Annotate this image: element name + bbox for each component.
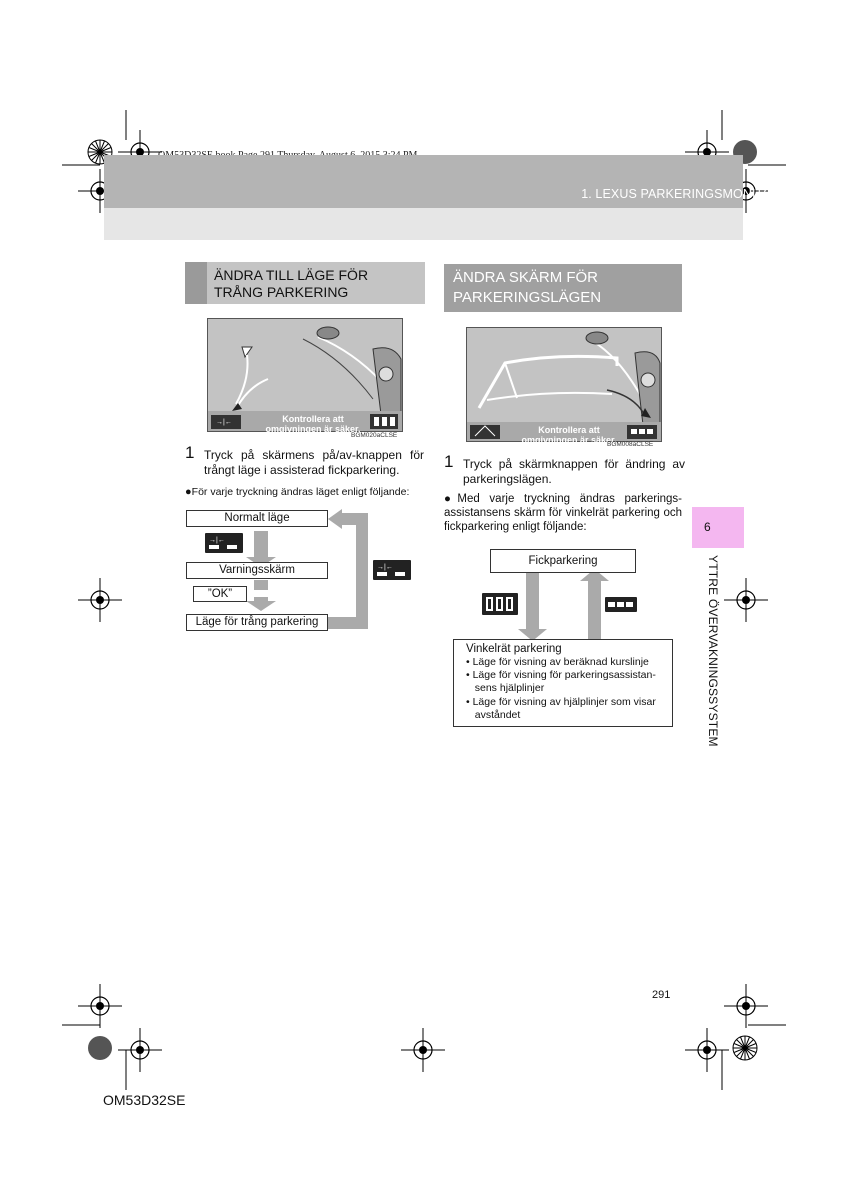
flow-normal-mode: Normalt läge — [186, 510, 328, 527]
flow-warning-screen: Varningsskärm — [186, 562, 328, 579]
left-heading-line1: ÄNDRA TILL LÄGE FÖR — [214, 267, 369, 283]
perpendicular-item-4: avståndet — [466, 709, 521, 721]
svg-text:→|←: →|← — [209, 537, 225, 544]
perpendicular-item-3: • Läge för visning av hjälplinjer som visar — [466, 696, 656, 708]
left-screen-message: Kontrollera att omgivningen är säker. — [265, 414, 361, 434]
narrow-parking-switch-icon-2 — [373, 560, 411, 580]
header-subband — [104, 208, 743, 240]
flow-perpendicular-parking — [453, 639, 673, 727]
left-image-code: BGM020aCLSE — [351, 432, 398, 439]
model-code: OM53D32SE — [103, 1092, 186, 1108]
right-screen-message: Kontrollera att omgivningen är säker. — [521, 425, 617, 445]
perpendicular-item-2: sens hjälplinjer — [466, 682, 545, 694]
perpendicular-item-0: • Läge för visning av beräknad kurslinje — [466, 656, 649, 668]
left-bullet-text: För varje tryckning ändras läget enligt följande: — [191, 486, 410, 498]
pocket-switch-icon — [605, 597, 637, 612]
flow-pocket-parking: Fickparkering — [490, 549, 636, 573]
right-heading-line1: ÄNDRA SKÄRM FÖR — [453, 269, 599, 286]
chapter-title: 1. LEXUS PARKERINGSMONITOR — [581, 187, 782, 201]
right-section-heading — [444, 264, 682, 312]
right-step-text: Tryck på skärmknappen för ändring av parkeringslägen. — [463, 457, 685, 486]
flow-narrow-mode: Läge för trång parkering — [186, 614, 328, 631]
svg-text:→|←: →|← — [216, 419, 232, 426]
narrow-parking-switch-icon — [205, 533, 243, 553]
right-step-1 — [444, 452, 685, 489]
right-image-code: BGM008aCLSE — [607, 441, 654, 448]
left-heading-line2: TRÅNG PARKERING — [214, 284, 349, 300]
svg-text:→|←: →|← — [377, 564, 393, 571]
right-step-number: 1 — [444, 452, 454, 471]
perpendicular-title: Vinkelrät parkering — [466, 643, 562, 655]
chapter-tab-number: 6 — [704, 520, 711, 534]
left-step-1 — [185, 443, 425, 482]
side-chapter-title: YTTRE ÖVERVAKNINGSSYSTEM — [706, 555, 720, 747]
flow-ok: ”OK” — [193, 586, 247, 602]
left-section-heading — [185, 262, 425, 304]
left-step-text: Tryck på skärmens på/av-knappen för trångt läge i assisterad fickparkering. — [204, 448, 424, 477]
perpendicular-switch-icon — [482, 593, 518, 615]
right-flow-arrows — [510, 565, 620, 645]
right-bullet-text: Med varje tryckning ändras parkerings-assistansens skärm för vinkelrät parkering och fickparkering enligt följande: — [444, 493, 682, 533]
left-step-number: 1 — [185, 443, 195, 462]
page-number: 291 — [652, 989, 671, 1001]
left-bullet: ●För varje tryckning ändras läget enligt följande: — [185, 486, 410, 498]
chapter-tab — [692, 507, 744, 548]
right-bullet: ●Med varje tryckning ändras parkerings-assistansens skärm för vinkelrät parkering och fickparkering enligt följande: — [444, 493, 682, 533]
perpendicular-item-1: • Läge för visning för parkeringsassistan- — [466, 669, 656, 681]
right-heading-line2: PARKERINGSLÄGEN — [453, 289, 602, 306]
left-parking-screen — [207, 318, 403, 432]
